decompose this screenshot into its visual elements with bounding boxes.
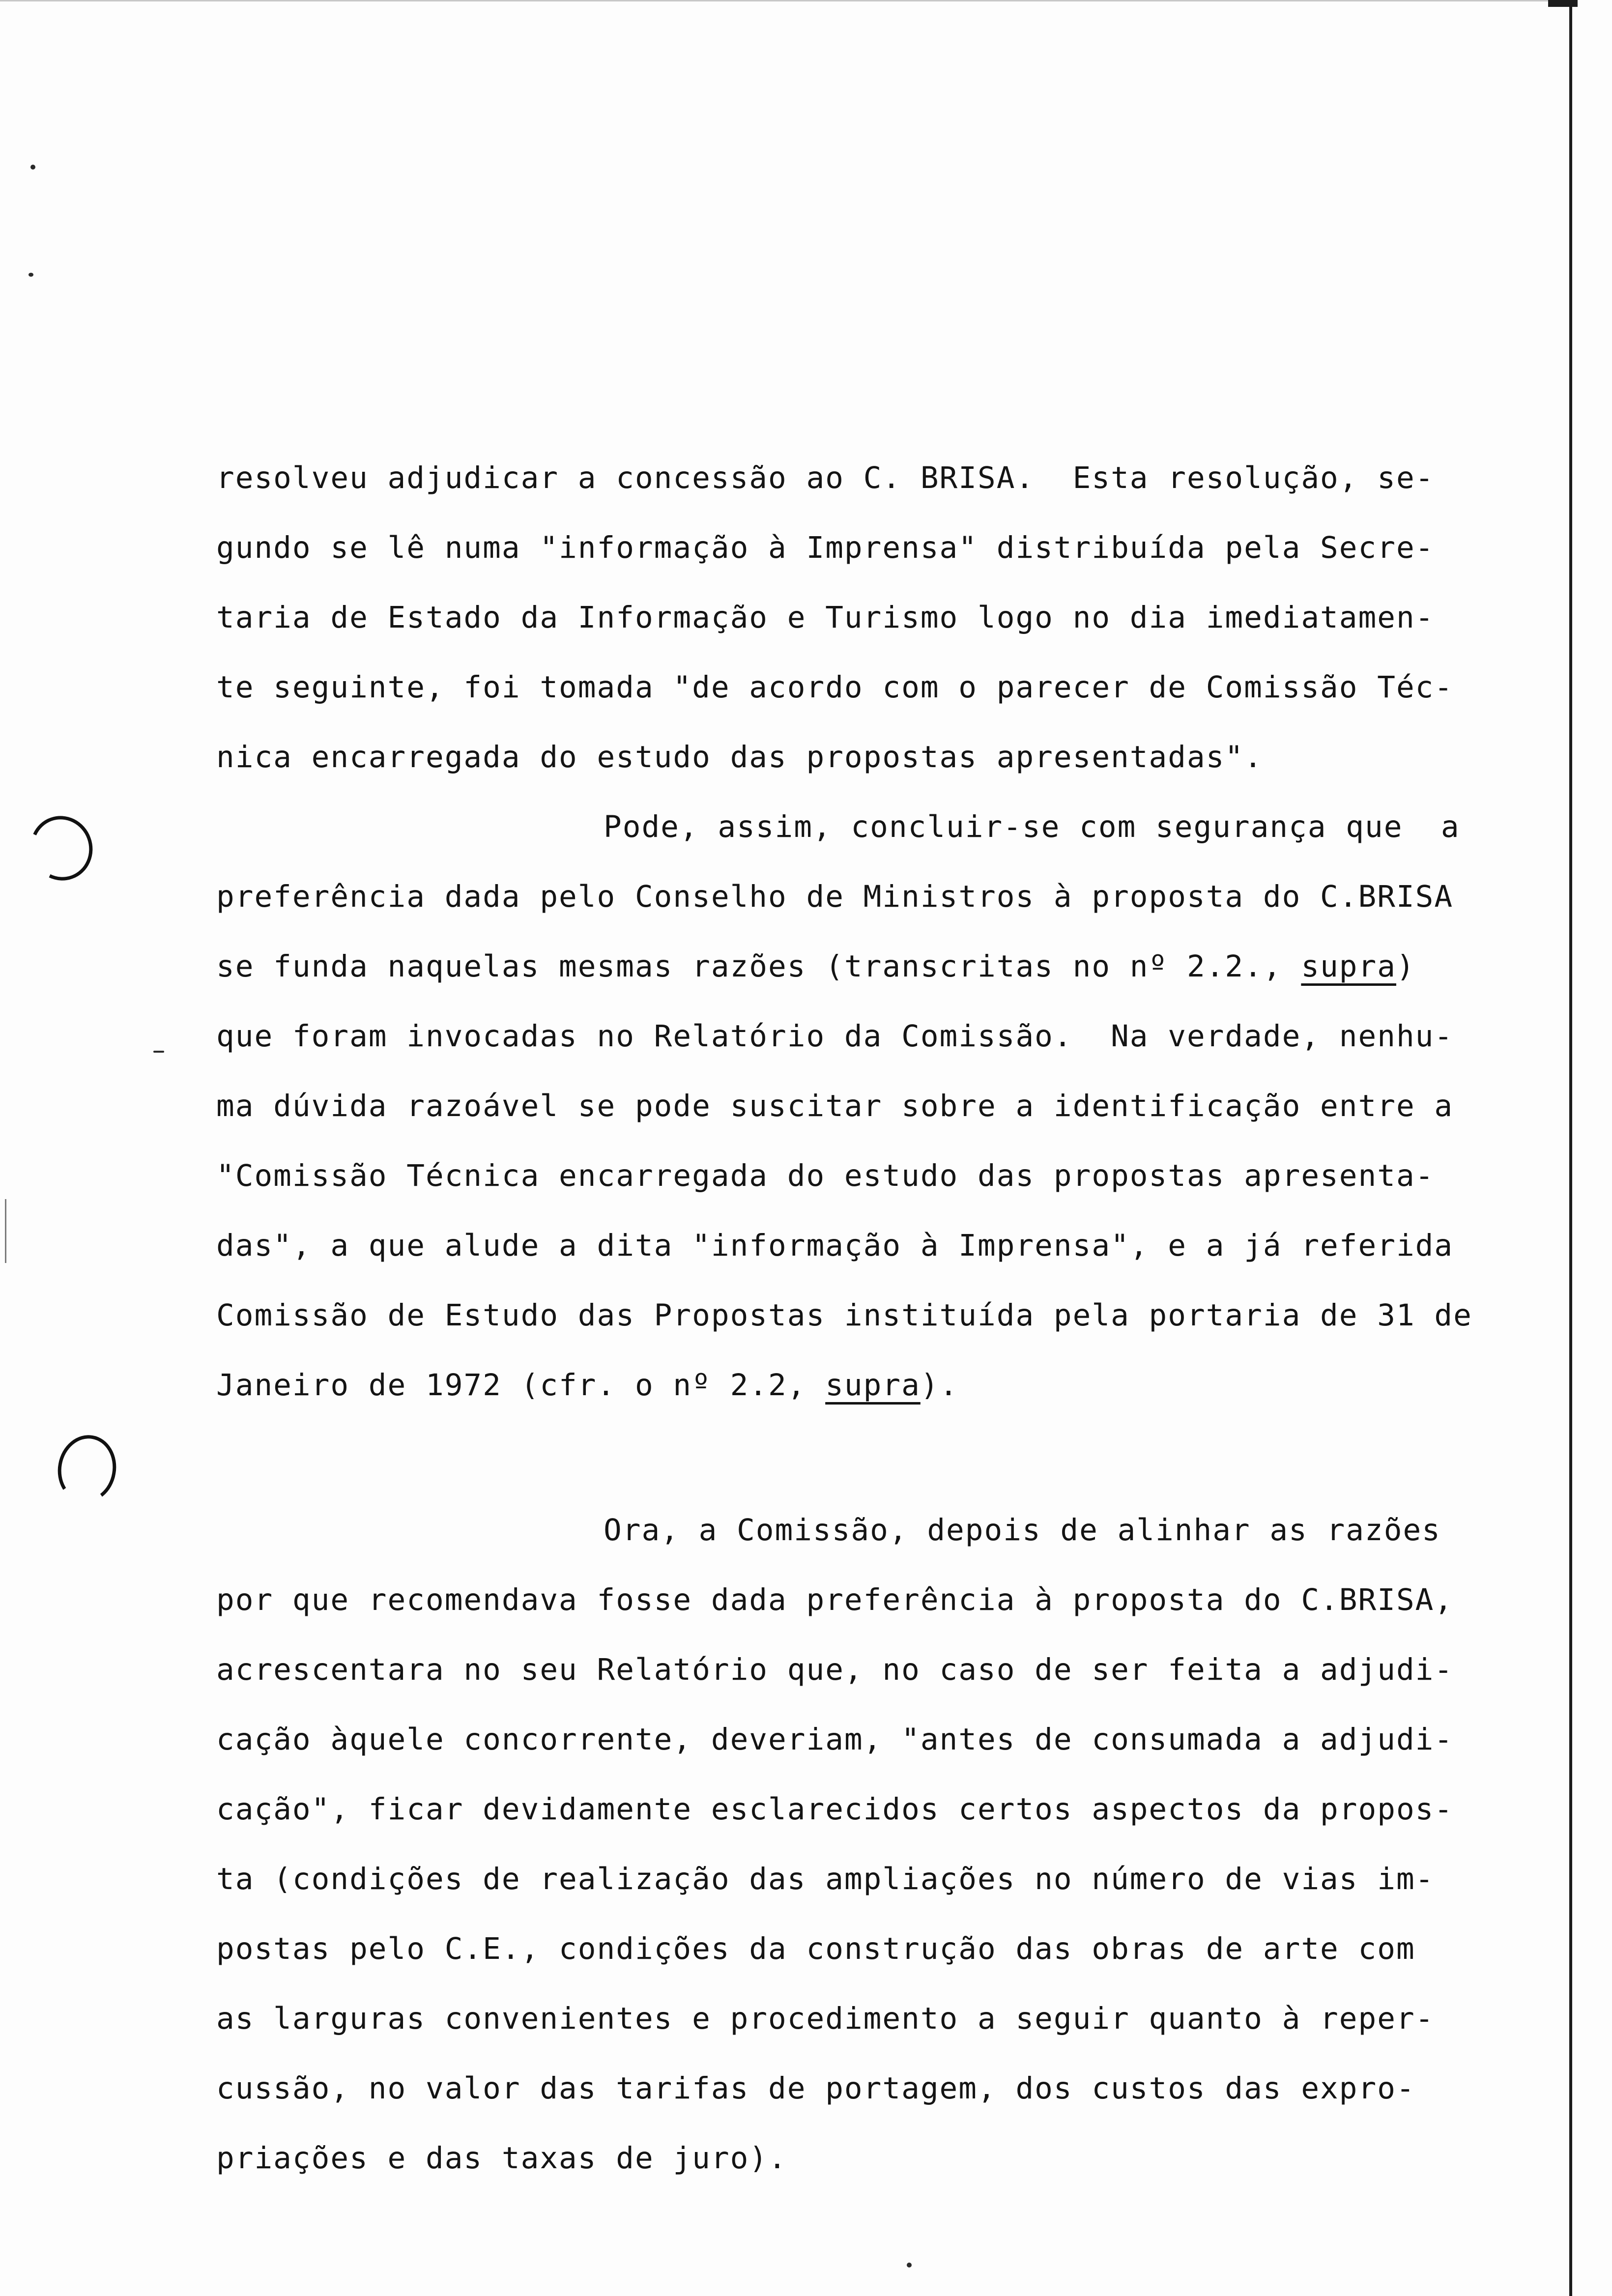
text-fragment: ) <box>1396 949 1415 984</box>
text-line: as larguras convenientes e procedimento a seguir quanto à reper- <box>216 2001 1435 2036</box>
text-line <box>216 1368 959 1403</box>
text-line: postas pelo C.E., condições da construção das obras de arte com <box>216 1931 1415 1966</box>
text-line: taria de Estado da Informação e Turismo logo no dia imediatamen- <box>216 600 1435 635</box>
speck-mark <box>30 165 35 170</box>
text-line: cação", ficar devidamente esclarecidos certos aspectos da propos- <box>216 1792 1454 1827</box>
text-line: preferência dada pelo Conselho de Ministros à proposta do C.BRISA <box>216 879 1454 914</box>
punch-hole-mark <box>21 807 102 889</box>
text-fragment: Janeiro de 1972 (cfr. o nº 2.2, <box>216 1368 826 1403</box>
text-line: priações e das taxas de juro). <box>216 2141 787 2176</box>
underlined-term: supra <box>825 1368 921 1403</box>
underlined-term: supra <box>1301 949 1396 984</box>
text-line: ma dúvida razoável se pode suscitar sobre a identificação entre a <box>216 1089 1454 1123</box>
page-right-edge <box>1569 0 1572 2296</box>
text-line: por que recomendava fosse dada preferência à proposta do C.BRISA, <box>216 1582 1454 1617</box>
text-line: acrescentara no seu Relatório que, no caso de ser feita a adjudi- <box>216 1652 1454 1687</box>
text-line: nica encarregada do estudo das propostas apresentadas". <box>216 740 1263 775</box>
text-line: Comissão de Estudo das Propostas instituída pela portaria de 31 de <box>216 1298 1472 1333</box>
speck-mark <box>153 1051 164 1053</box>
text-line: ta (condições de realização das ampliações no número de vias im- <box>216 1862 1435 1896</box>
text-line: resolveu adjudicar a concessão ao C. BRISA. Esta resolução, se- <box>216 460 1435 495</box>
text-line: "Comissão Técnica encarregada do estudo das propostas apresenta- <box>216 1158 1435 1193</box>
text-line: que foram invocadas no Relatório da Comissão. Na verdade, nenhu- <box>216 1019 1454 1054</box>
page-top-edge <box>0 0 1573 1</box>
text-line: gundo se lê numa "informação à Imprensa" distribuída pela Secre- <box>216 530 1435 565</box>
text-line: cação àquele concorrente, deveriam, "antes de consumada a adjudi- <box>216 1722 1454 1757</box>
paragraph-3 <box>216 1515 1533 2174</box>
paragraph-2 <box>216 809 1533 1403</box>
speck-mark <box>29 273 33 277</box>
page-corner-mark <box>1548 0 1578 7</box>
punch-hole-mark <box>53 1431 121 1507</box>
text-line: te seguinte, foi tomada "de acordo com o parecer de Comissão Téc- <box>216 670 1454 705</box>
text-line: Pode, assim, concluir-se com segurança que a <box>604 809 1460 844</box>
margin-rule-mark <box>5 1199 6 1263</box>
text-fragment: se funda naquelas mesmas razões (transcritas no nº 2.2., <box>216 949 1301 984</box>
text-fragment: ). <box>920 1368 959 1403</box>
paragraph-1 <box>216 460 1533 777</box>
text-line <box>216 949 1415 984</box>
text-line: das", a que alude a dita "informação à Imprensa", e a já referida <box>216 1228 1454 1263</box>
text-line: Ora, a Comissão, depois de alinhar as razões <box>604 1513 1441 1548</box>
speck-mark <box>907 2263 912 2267</box>
text-line: cussão, no valor das tarifas de portagem, dos custos das expro- <box>216 2071 1415 2106</box>
